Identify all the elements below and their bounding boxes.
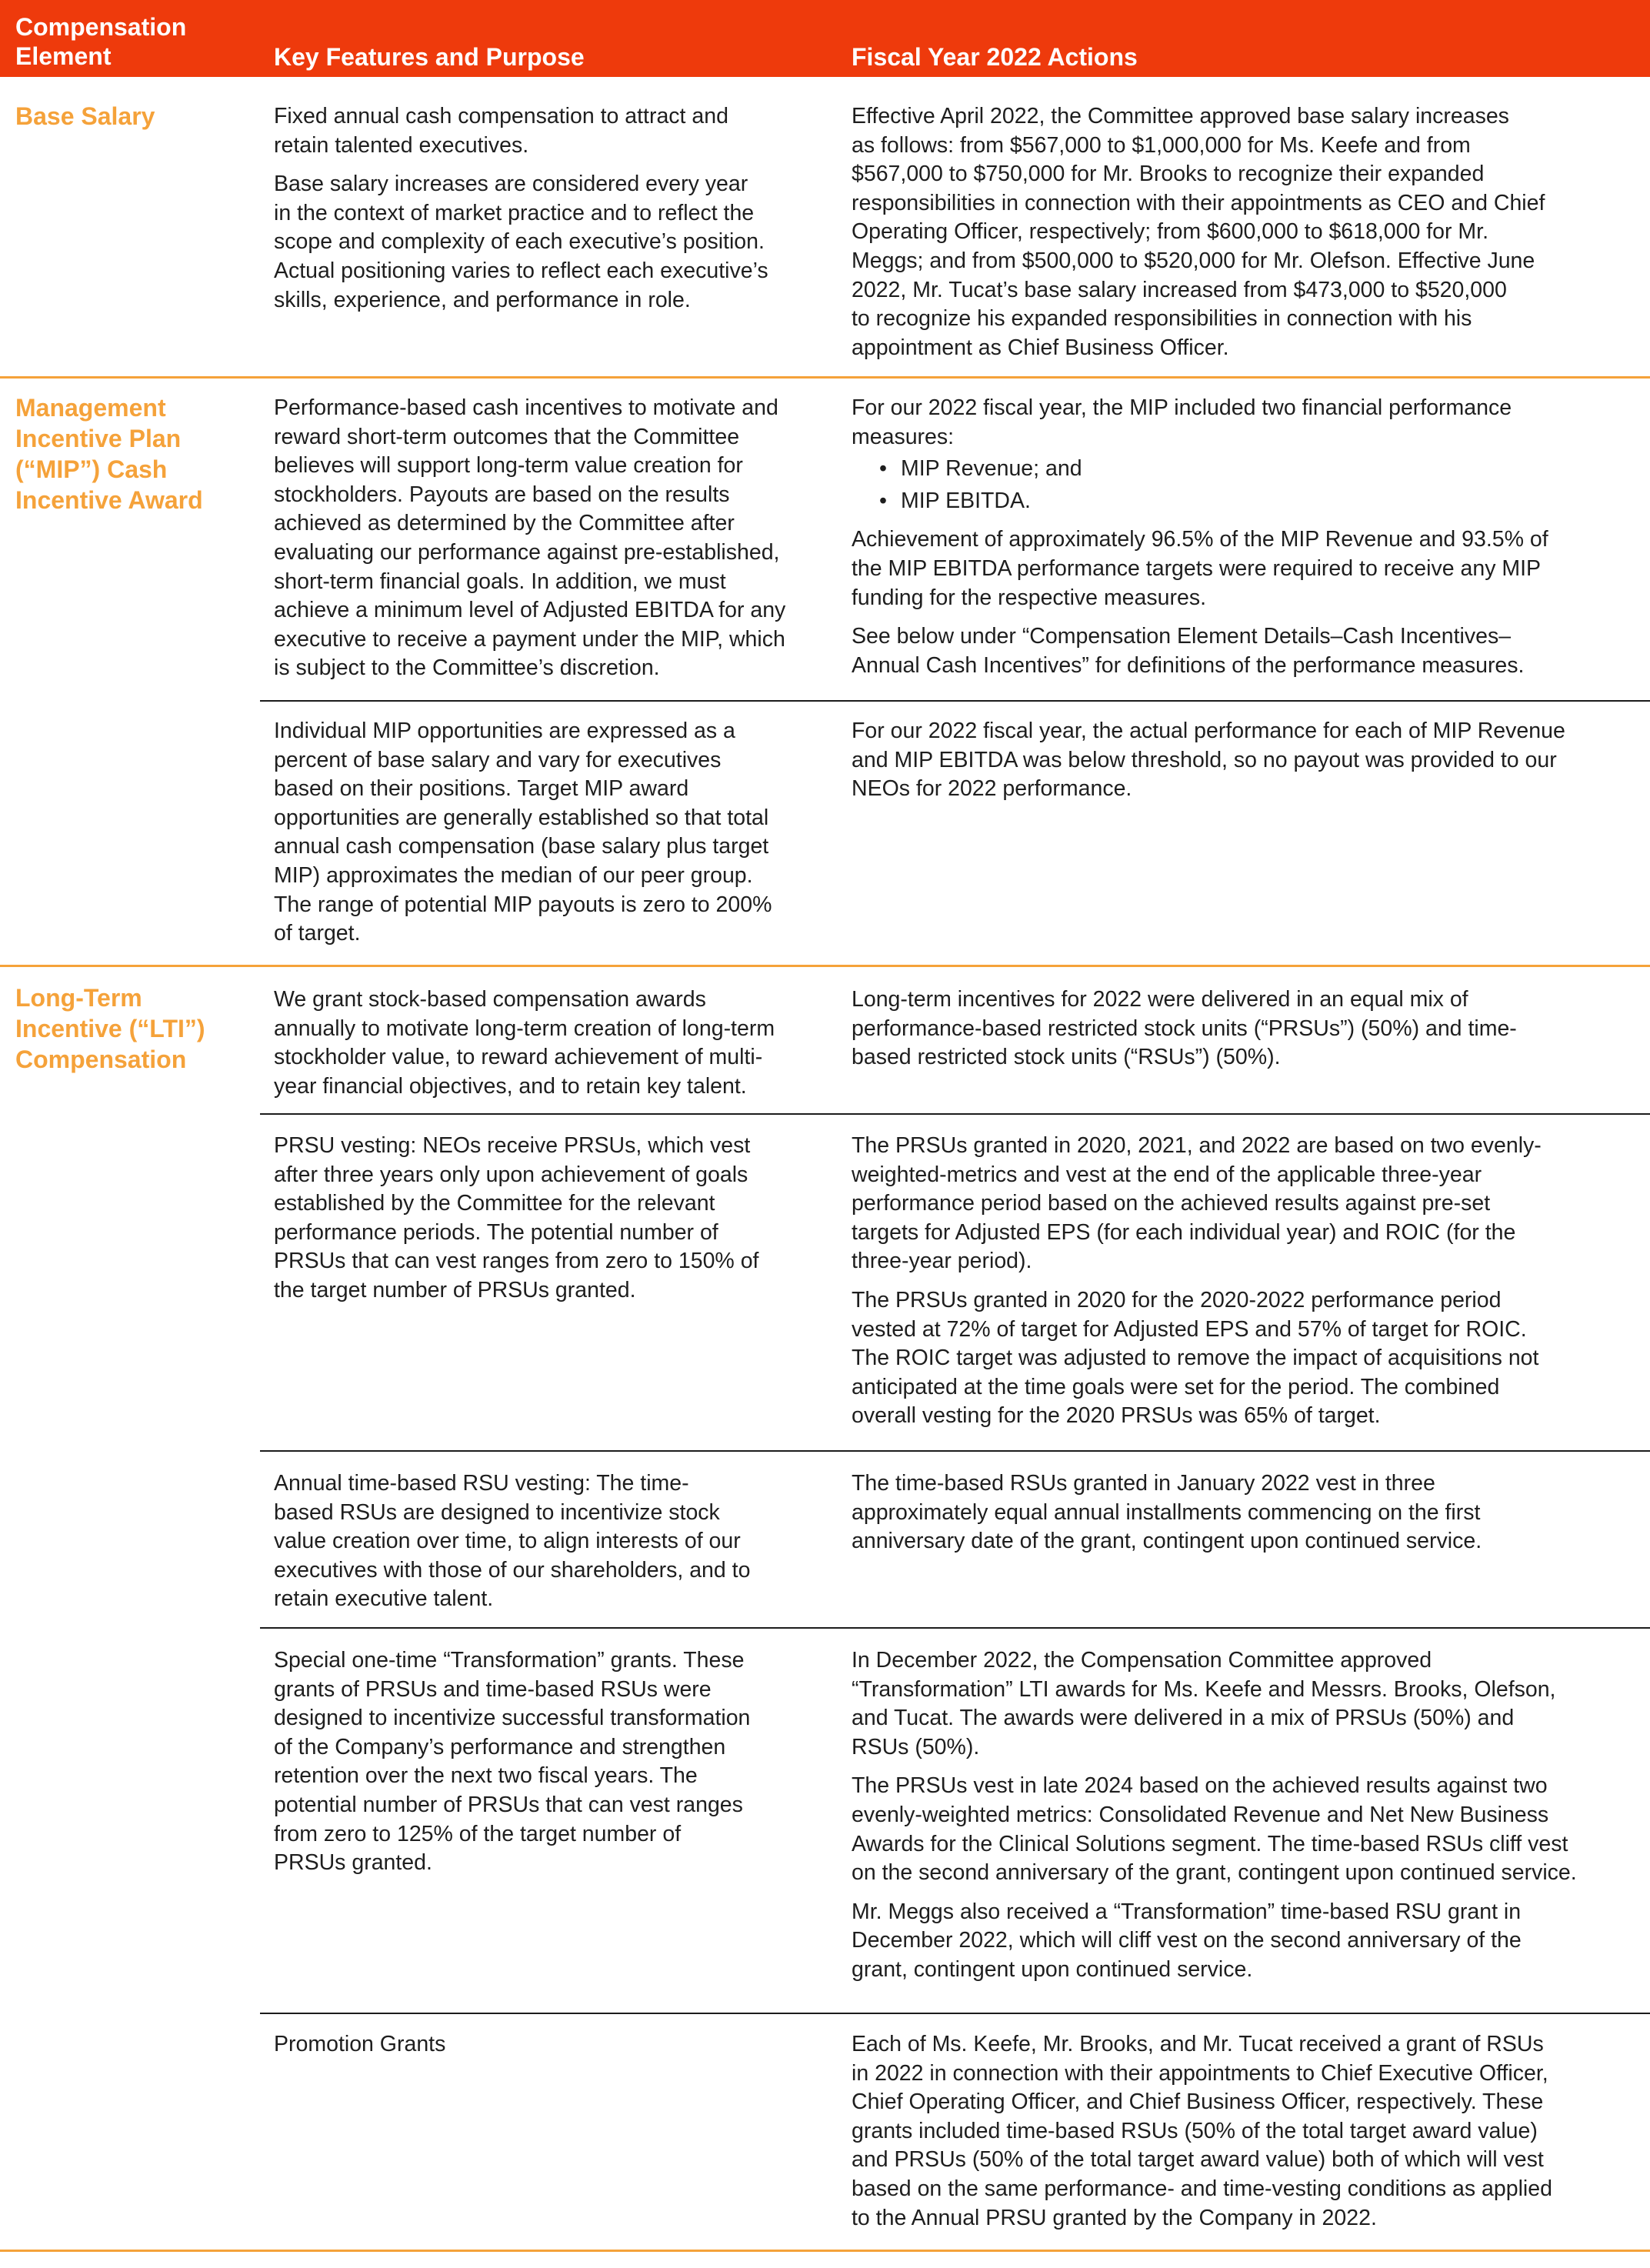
paragraph: Annual time-based RSU vesting: The time- based RSUs are designed to incentivize stock value creation over time, to align interests of our executives with those of our shareholders, and to retain executive talent. bbox=[274, 1471, 751, 1612]
paragraph: Fixed annual cash compensation to attract and retain talented executives. bbox=[274, 104, 728, 158]
paragraph: Long-term incentives for 2022 were delivered in an equal mix of performance-based restricted stock units (“PRSUs”) (50%) and time- based restricted stock units (“RSUs”) (50%). bbox=[852, 987, 1517, 1070]
mip-actions-1 bbox=[852, 394, 1644, 690]
row-divider bbox=[260, 700, 1650, 702]
paragraph: The PRSUs granted in 2020, 2021, and 2022 are based on two evenly- weighted-metrics and vest at the end of the applicable three-year performance period based on the achieved results against pre-set targets for Adjusted EPS (for each individual year) and ROIC (for the three-year period). bbox=[852, 1133, 1542, 1274]
lti-actions-4 bbox=[852, 1646, 1644, 1995]
paragraph: Individual MIP opportunities are expressed as a percent of base salary and vary for executives based on their positions. Target MIP award opportunities are generally established so that total annual cash compensation (base salary plus target MIP) approximates the median of our peer group. The range of potential MIP payouts is zero to 200% of target. bbox=[274, 719, 772, 946]
lti-actions-2 bbox=[852, 1132, 1644, 1441]
row-divider bbox=[260, 1113, 1650, 1115]
section-label-base-salary: Base Salary bbox=[15, 102, 155, 130]
section-label-mip: Management Incentive Plan (“MIP”) Cash Incentive Award bbox=[15, 394, 203, 514]
base-salary-actions bbox=[852, 102, 1644, 372]
paragraph: Special one-time “Transformation” grants. These grants of PRSUs and time-based RSUs were designed to incentivize successful transformation of the Company’s performance and strengthen retention over the next two fiscal years. The potential number of PRSUs that can vest ranges from zero to 125% of the target number of PRSUs granted. bbox=[274, 1648, 751, 1876]
list-item: • MIP EBITDA. bbox=[852, 487, 1644, 516]
paragraph: Effective April 2022, the Committee approved base salary increases as follows: from $567,000 to $1,000,000 for Ms. Keefe and from $567,000 to $750,000 for Mr. Brooks to recognize their expanded responsibilities in connection with their appointments as CEO and Chief Operating Officer, respectively; from $600,000 to $618,000 for Mr. Meggs; and from $500,000 to $520,000 for Mr. Olefson. Effective June 2022, Mr. Tucat’s base salary increased from $473,000 to $520,000 to recognize his expanded responsibilities in connection with his appointment as Chief Business Officer. bbox=[852, 104, 1545, 360]
lti-features-2 bbox=[274, 1132, 828, 1316]
base-salary-features bbox=[274, 102, 828, 325]
paragraph: Performance-based cash incentives to motivate and reward short-term outcomes that the Committee believes will support long-term value creation for stockholders. Payouts are based on the results achieved as determined by the Committee after evaluating our performance against pre-established, short-term financial goals. In addition, we must achieve a minimum level of Adjusted EBITDA for any executive to receive a payment under the MIP, which is subject to the Committee’s discretion. bbox=[274, 395, 786, 681]
paragraph: Mr. Meggs also received a “Transformation” time-based RSU grant in December 2022, which will cliff vest on the second anniversary of the grant, contingent upon continued service. bbox=[852, 1899, 1522, 1982]
mip-features-1 bbox=[274, 394, 828, 693]
lti-features-5 bbox=[274, 2030, 828, 2070]
row-divider bbox=[260, 2013, 1650, 2014]
paragraph: For our 2022 fiscal year, the actual performance for each of MIP Revenue and MIP EBITDA was below threshold, so no payout was provided to our NEOs for 2022 performance. bbox=[852, 719, 1565, 802]
paragraph: The PRSUs vest in late 2024 based on the achieved results against two evenly-weighted metrics: Consolidated Revenue and Net New Business Awards for the Clinical Solutions segment. The time-based RSUs cliff vest on the second anniversary of the grant, contingent upon continued service. bbox=[852, 1773, 1577, 1886]
table-bottom-rule bbox=[0, 2250, 1650, 2252]
lti-features-3 bbox=[274, 1469, 828, 1624]
row-divider bbox=[260, 1627, 1650, 1629]
paragraph: We grant stock-based compensation awards annually to motivate long-term creation of long-term stockholder value, to reward achievement of multi- year financial objectives, and to retain key talent. bbox=[274, 987, 775, 1099]
mip-measures-list bbox=[852, 455, 1644, 515]
header-fy2022-actions: Fiscal Year 2022 Actions bbox=[852, 43, 1138, 71]
mip-actions-2 bbox=[852, 717, 1644, 814]
mip-features-2 bbox=[274, 717, 828, 959]
lti-features-1 bbox=[274, 986, 828, 1111]
header-compensation-element: Compensation Element bbox=[15, 13, 187, 70]
lti-actions-5 bbox=[852, 2030, 1644, 2243]
paragraph: The time-based RSUs granted in January 2022 vest in three approximately equal annual installments commencing on the first anniversary date of the grant, contingent upon continued service. bbox=[852, 1471, 1482, 1554]
paragraph: See below under “Compensation Element Details–Cash Incentives– Annual Cash Incentives” for definitions of the performance measures. bbox=[852, 624, 1525, 678]
paragraph: Promotion Grants bbox=[274, 2032, 446, 2056]
paragraph: In December 2022, the Compensation Committee approved “Transformation” LTI awards for Ms. Keefe and Messrs. Brooks, Olefson, and Tucat. The awards were delivered in a mix of PRSUs (50%) and RSUs (50%). bbox=[852, 1648, 1556, 1759]
section-divider bbox=[0, 965, 1650, 967]
section-divider bbox=[0, 376, 1650, 379]
section-label-lti: Long-Term Incentive (“LTI”) Compensation bbox=[15, 984, 205, 1073]
paragraph: Achievement of approximately 96.5% of the MIP Revenue and 93.5% of the MIP EBITDA performance targets were required to receive any MIP funding for the respective measures. bbox=[852, 527, 1548, 610]
paragraph: For our 2022 fiscal year, the MIP included two financial performance measures: bbox=[852, 395, 1512, 449]
paragraph: Base salary increases are considered every year in the context of market practice and to reflect the scope and complexity of each executive’s position. Actual positioning varies to reflect each executive’s skills, experience, and performance in role. bbox=[274, 172, 768, 312]
paragraph: The PRSUs granted in 2020 for the 2020-2022 performance period vested at 72% of target for Adjusted EPS and 57% of target for ROIC. The ROIC target was adjusted to remove the impact of acquisitions not anticipated at the time goals were set for the period. The combined overall vesting for the 2020 PRSUs was 65% of target. bbox=[852, 1287, 1539, 1429]
paragraph: PRSU vesting: NEOs receive PRSUs, which vest after three years only upon achievement of goals established by the Committee for the relevant performance periods. The potential number of PRSUs that can vest ranges from zero to 150% of the target number of PRSUs granted. bbox=[274, 1133, 759, 1302]
header-key-features: Key Features and Purpose bbox=[274, 43, 585, 71]
lti-actions-3 bbox=[852, 1469, 1644, 1566]
lti-actions-1 bbox=[852, 986, 1644, 1082]
row-divider bbox=[260, 1450, 1650, 1452]
paragraph: Each of Ms. Keefe, Mr. Brooks, and Mr. Tucat received a grant of RSUs in 2022 in connection with their appointments to Chief Executive Officer, Chief Operating Officer, and Chief Business Officer, respectively. These grants included time-based RSUs (50% of the total target award value) and PRSUs (50% of the total target award value) both of which will vest based on the same performance- and time-vesting conditions as applied to the Annual PRSU granted by the Company in 2022. bbox=[852, 2032, 1552, 2230]
list-item: • MIP Revenue; and bbox=[852, 455, 1644, 484]
table-header bbox=[0, 0, 1650, 77]
lti-features-4 bbox=[274, 1646, 828, 1888]
